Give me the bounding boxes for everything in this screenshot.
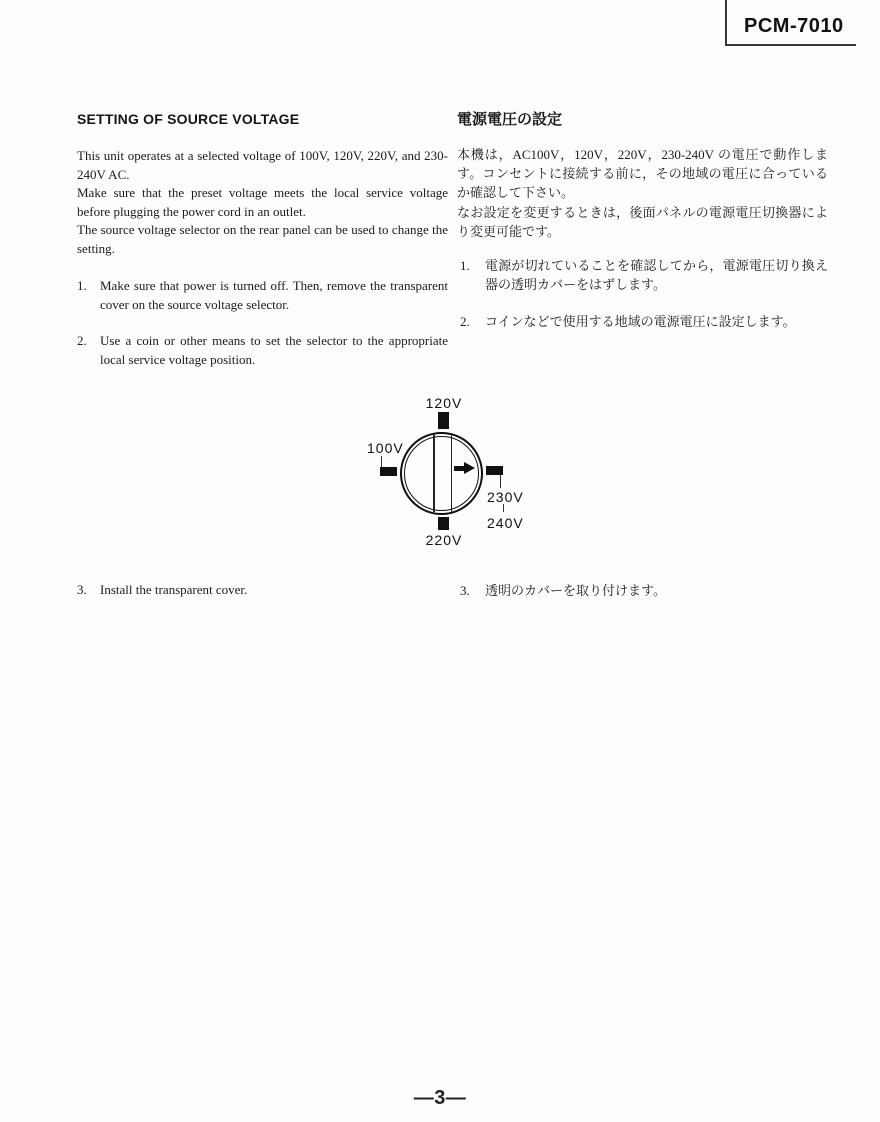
english-step-3: [77, 581, 448, 600]
step-item: [457, 312, 828, 331]
paragraph: This unit operates at a selected voltage of 100V, 120V, 220V, and 230-240V AC.: [77, 148, 448, 182]
label-230v: 230V: [487, 489, 524, 505]
paragraph: 本機は，AC100V，120V，220V，230-240V の電圧で動作します。コンセントに接続する前に，その地域の電圧に合っているか確認して下さい。: [457, 147, 828, 201]
label-220v: 220V: [425, 532, 463, 548]
step-text: Use a coin or other means to set the selector to the appropriate local service voltage position.: [100, 333, 448, 367]
tick-mark-220v: [438, 517, 449, 530]
coin-slot: [433, 435, 435, 512]
paragraph: なお設定を変更するときは，後面パネルの電源電圧切換器により変更可能です。: [457, 204, 828, 239]
leader-line-230v: [500, 475, 501, 488]
leader-line-240v: [503, 504, 504, 512]
japanese-steps-list: [457, 256, 828, 332]
step-text: 電源が切れていることを確認してから，電源電圧切り換え器の透明カバーをはずします。: [485, 258, 828, 293]
step-number: 1.: [460, 258, 470, 273]
tick-mark-230-240v: [486, 466, 503, 475]
step-number: 3.: [460, 583, 470, 598]
section-heading-japanese: 電源電圧の設定: [457, 111, 563, 128]
english-paragraphs: [77, 147, 448, 258]
step-text: コインなどで使用する地域の電源電圧に設定します。: [485, 314, 796, 330]
section-heading-english: SETTING OF SOURCE VOLTAGE: [77, 111, 300, 127]
paragraph: Make sure that the preset voltage meets the local service voltage before plugging the power cord in an outlet.: [77, 185, 448, 219]
model-number: PCM-7010: [744, 14, 844, 37]
voltage-selector-diagram: [350, 393, 550, 563]
japanese-paragraphs: [457, 145, 828, 241]
step-text: 透明のカバーを取り付けます。: [485, 583, 666, 598]
label-120v: 120V: [425, 395, 463, 411]
english-steps-list: [77, 277, 448, 369]
label-240v: 240V: [487, 515, 524, 531]
coin-slot: [451, 435, 453, 512]
step-item: [457, 256, 828, 294]
step-number: 2.: [460, 314, 470, 330]
step-item: [77, 581, 448, 600]
step-number: 2.: [77, 333, 87, 348]
leader-line-100v: [381, 456, 382, 467]
tick-mark-100v: [380, 467, 397, 476]
japanese-step-3: [457, 581, 828, 600]
paragraph: The source voltage selector on the rear panel can be used to change the setting.: [77, 222, 448, 256]
step-item: [77, 277, 448, 314]
step-item: [457, 581, 828, 600]
model-header-box: [725, 0, 856, 46]
step-number: 1.: [77, 278, 87, 293]
step-text: Install the transparent cover.: [100, 582, 248, 597]
step-number: 3.: [77, 582, 87, 597]
tick-mark-120v: [438, 412, 449, 429]
step-text: Make sure that power is turned off. Then, remove the transparent cover on the source voltage selector.: [100, 278, 448, 312]
selector-position-arrow-icon: [464, 462, 475, 474]
step-item: [77, 332, 448, 369]
page-number: —3—: [413, 1087, 467, 1109]
label-100v: 100V: [367, 440, 404, 456]
